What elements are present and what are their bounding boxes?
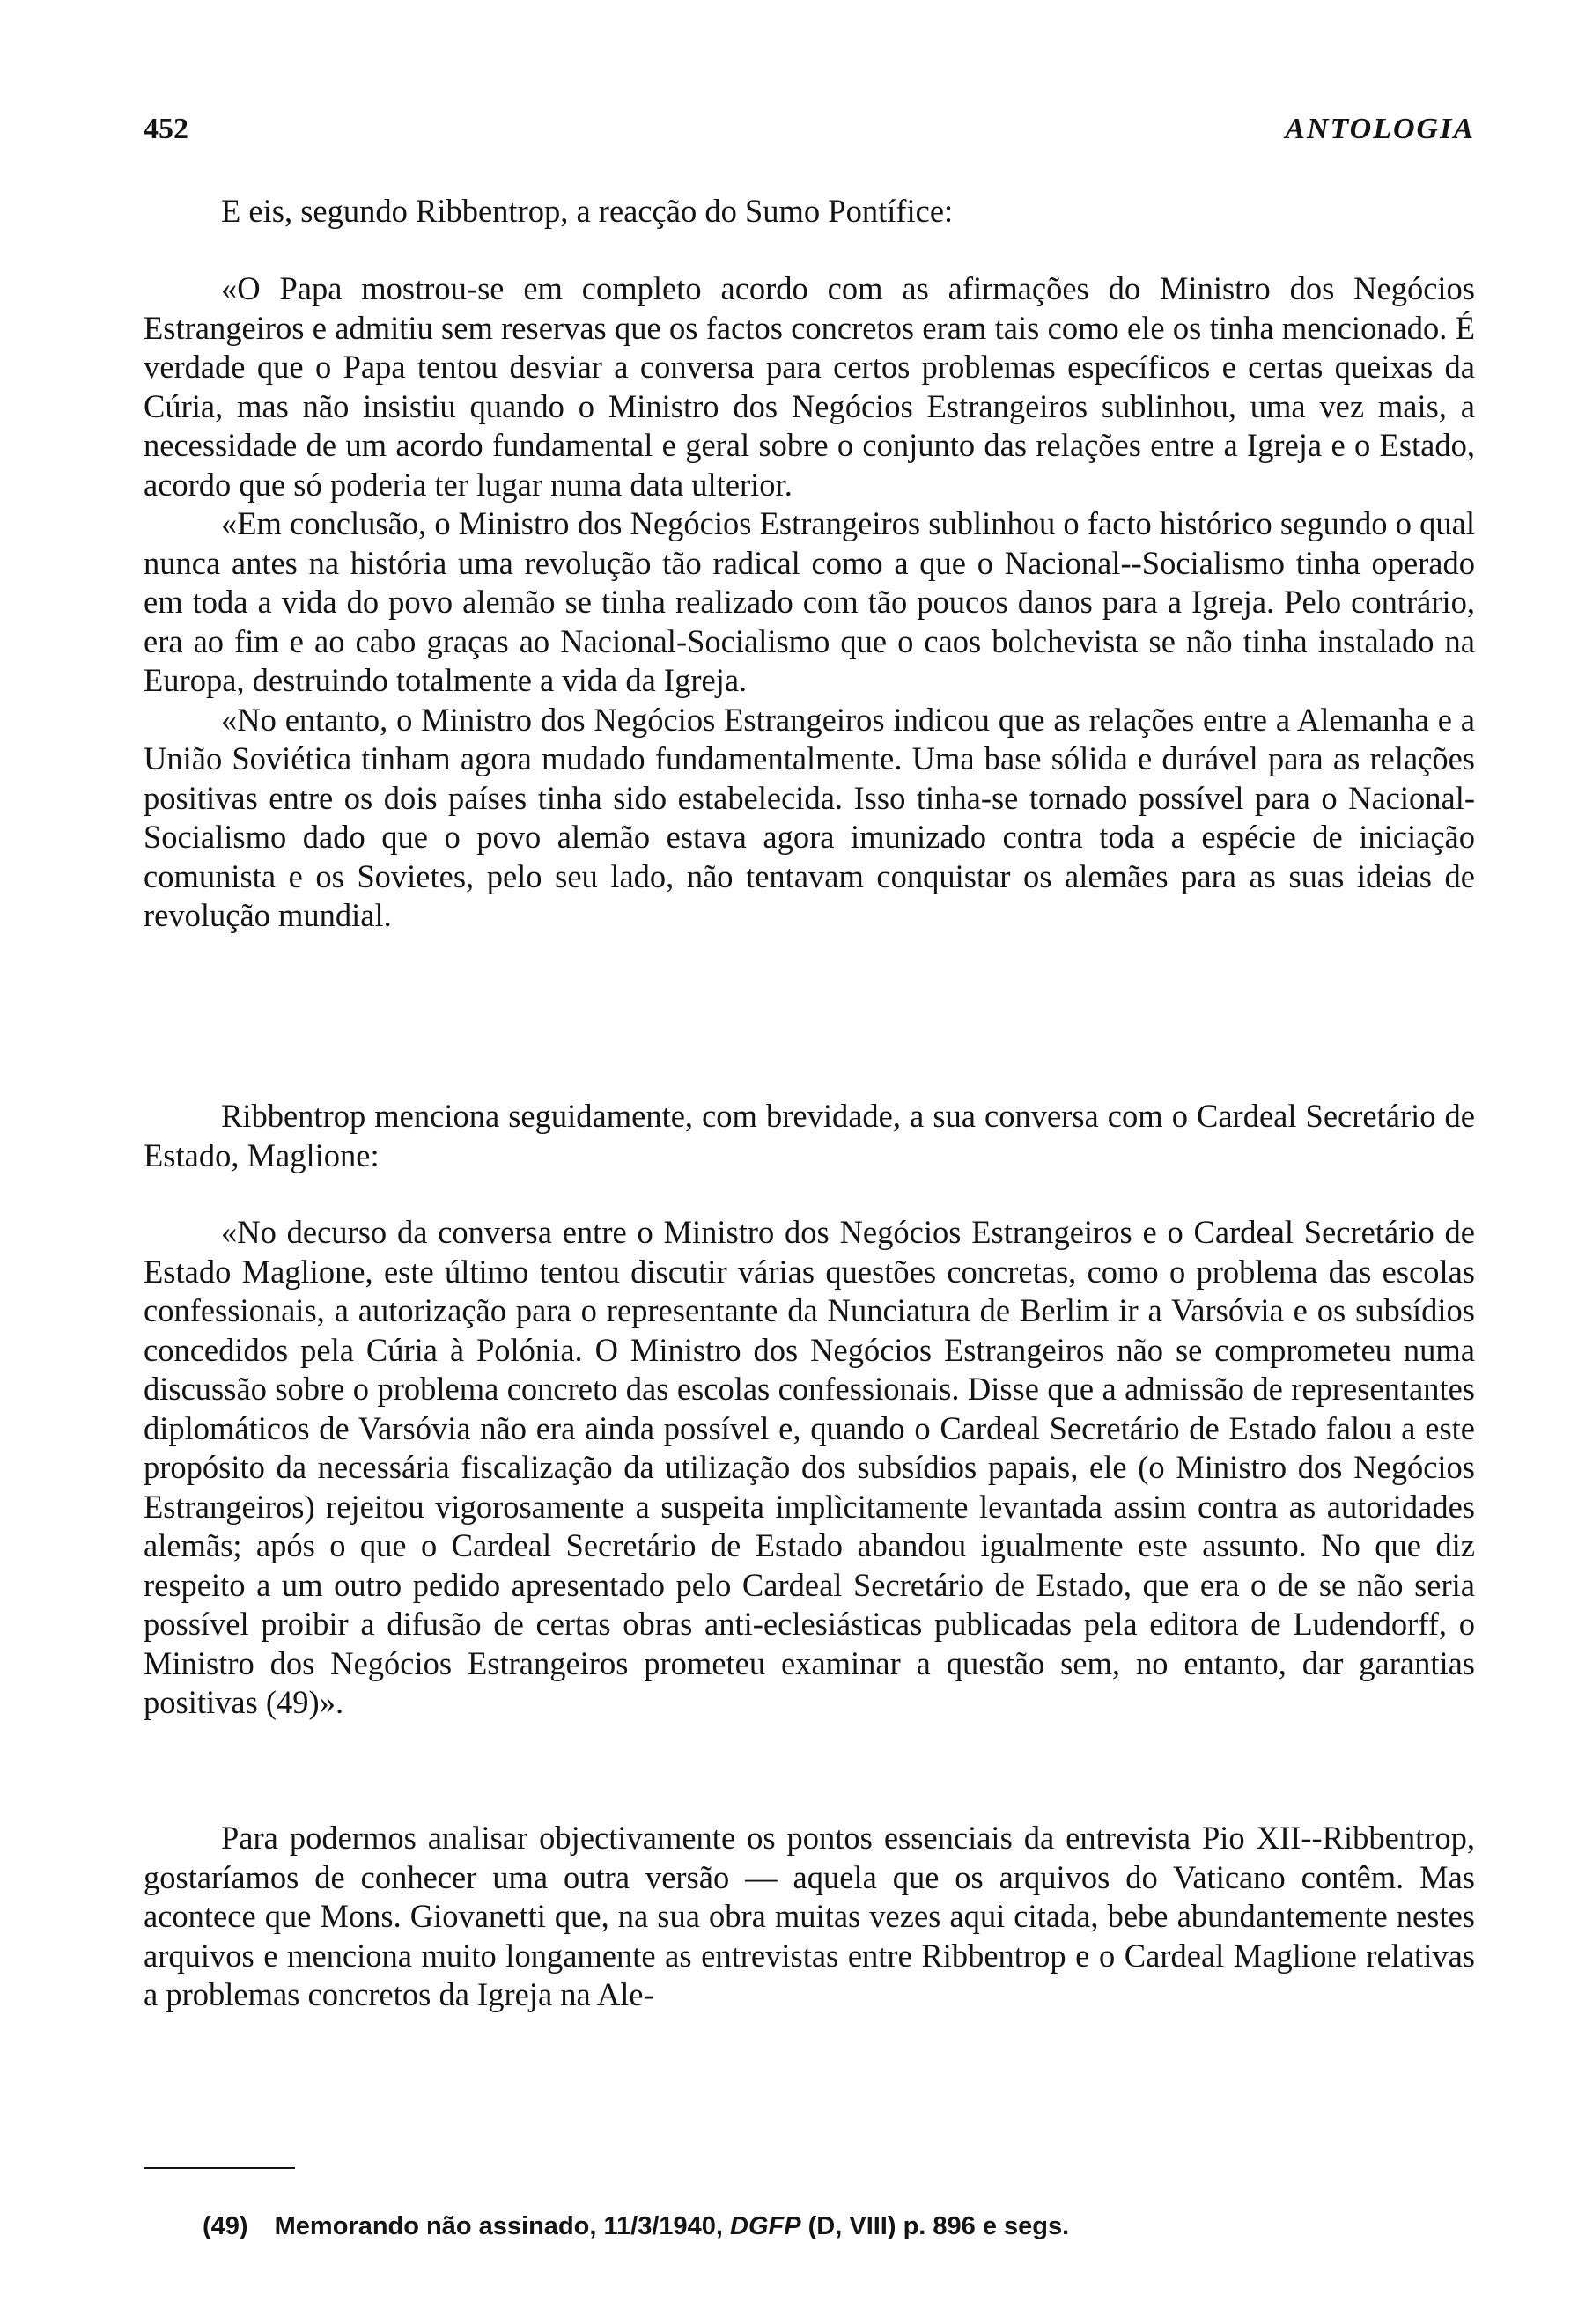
footnote-text [275,2211,1070,2241]
quote-paragraph-maglione: «No decurso da conversa entre o Ministro dos Negócios Estrangeiros e o Cardeal Secretário de Estado Maglione, este último tentou discutir várias questões concretas, como o problema das escolas confessionais, a autorização para o representante da Nunciatura de Berlim ir a Varsóvia e os subsídios concedidos pela Cúria à Polónia. O Ministro dos Negócios Estrangeiros não se comprometeu numa discussão sobre o problema concreto das escolas confessionais. Disse que a admissão de representantes diplomáticos de Varsóvia não era ainda possível e, quando o Cardeal Secretário de Estado falou a este propósito da necessária fiscalização da utilização dos subsídios papais, ele (o Ministro dos Negócios Estrangeiros) rejeitou vigorosamente a suspeita implìcitamente levantada assim contra as autoridades alemãs; após o que o Cardeal Secretário de Estado abandou igualmente este assunto. No que diz respeito a um outro pedido apresentado pelo Cardeal Secretário de Estado, que era o de se não seria possível proibir a difusão de certas obras anti-eclesiásticas publicadas pela editora de Ludendorff, o Ministro dos Negócios Estrangeiros prometeu examinar a questão sem, no entanto, dar garantias positivas (49)». [144,1214,1475,1720]
quote-paragraph-pope-agreement: «O Papa mostrou-se em completo acordo com as afirmações do Ministro dos Negócios Estrangeiros e admitiu sem reservas que os factos concretos eram tais como ele os tinha mencionado. É verdade que o Papa tentou desviar a conversa para certos problemas específicos e certas queixas da Cúria, mas não insistiu quando o Ministro dos Negócios Estrangeiros sublinhou, uma vez mais, a necessidade de um acordo fundamental e geral sobre o conjunto das relações entre a Igreja e o Estado, acordo que só poderia ter lugar numa data ulterior. [144,270,1475,503]
paragraph-intro: E eis, segundo Ribbentrop, a reacção do Sumo Pontífice: [221,193,954,229]
quote-paragraph-conclusion: «Em conclusão, o Ministro dos Negócios Estrangeiros sublinhou o facto histórico segundo o qual nunca antes na história uma revolução tão radical como a que o Nacional--Socialismo tinha operado em toda a vida do povo alemão se tinha realizado com tão poucos danos para a Igreja. Pelo contrário, era ao fim e ao cabo graças ao Nacional-Socialismo que o caos bolchevista se não tinha instalado na Europa, destruindo totalmente a vida da Igreja. [144,505,1475,698]
quote-block-pope [144,269,1475,936]
footnote [203,2211,1069,2241]
text-block-analysis [144,1819,1475,2015]
quote-block-maglione [144,1213,1475,1723]
footnote-text-after: (D, VIII) p. 896 e segs. [807,2212,1070,2240]
text-block-intro [144,192,1475,232]
quote-paragraph-soviet-relations: «No entanto, o Ministro dos Negócios Estrangeiros indicou que as relações entre a Alemanha e a União Soviética tinham agora mudado fundamentalmente. Uma base sólida e durável para as relações positivas entre os dois países tinha sido estabelecida. Isso tinha-se tornado possível para o Nacional-Socialismo dado que o povo alemão estava agora imunizado contra toda a espécie de iniciação comunista e os Sovietes, pelo seu lado, não tentavam conquistar os alemães para as suas ideias de revolução mundial. [144,701,1475,933]
page-header [144,113,1475,155]
paragraph-analysis: Para podermos analisar objectivamente os pontos essenciais da entrevista Pio XII--Ribbentrop, gostaríamos de conhecer uma outra versão — aquela que os arquivos do Vaticano contêm. Mas acontece que Mons. Giovanetti que, na sua obra muitas vezes aqui citada, bebe abundantemente nestes arquivos e menciona muito longamente as entrevistas entre Ribbentrop e o Cardeal Maglione relativas a problemas concretos da Igreja na Ale- [144,1820,1475,2012]
footnote-separator [144,2167,295,2169]
running-title: ANTOLOGIA [1285,113,1475,145]
page-number: 452 [144,113,188,145]
text-block-maglione-intro [144,1097,1475,1175]
footnote-text-before: Memorando não assinado, 11/3/1940, [274,2212,723,2240]
paragraph-maglione-intro: Ribbentrop menciona seguidamente, com brevidade, a sua conversa com o Cardeal Secretário de Estado, Maglione: [144,1098,1475,1173]
footnote-marker: (49) [203,2212,248,2240]
footnote-source: DGFP [730,2212,801,2240]
